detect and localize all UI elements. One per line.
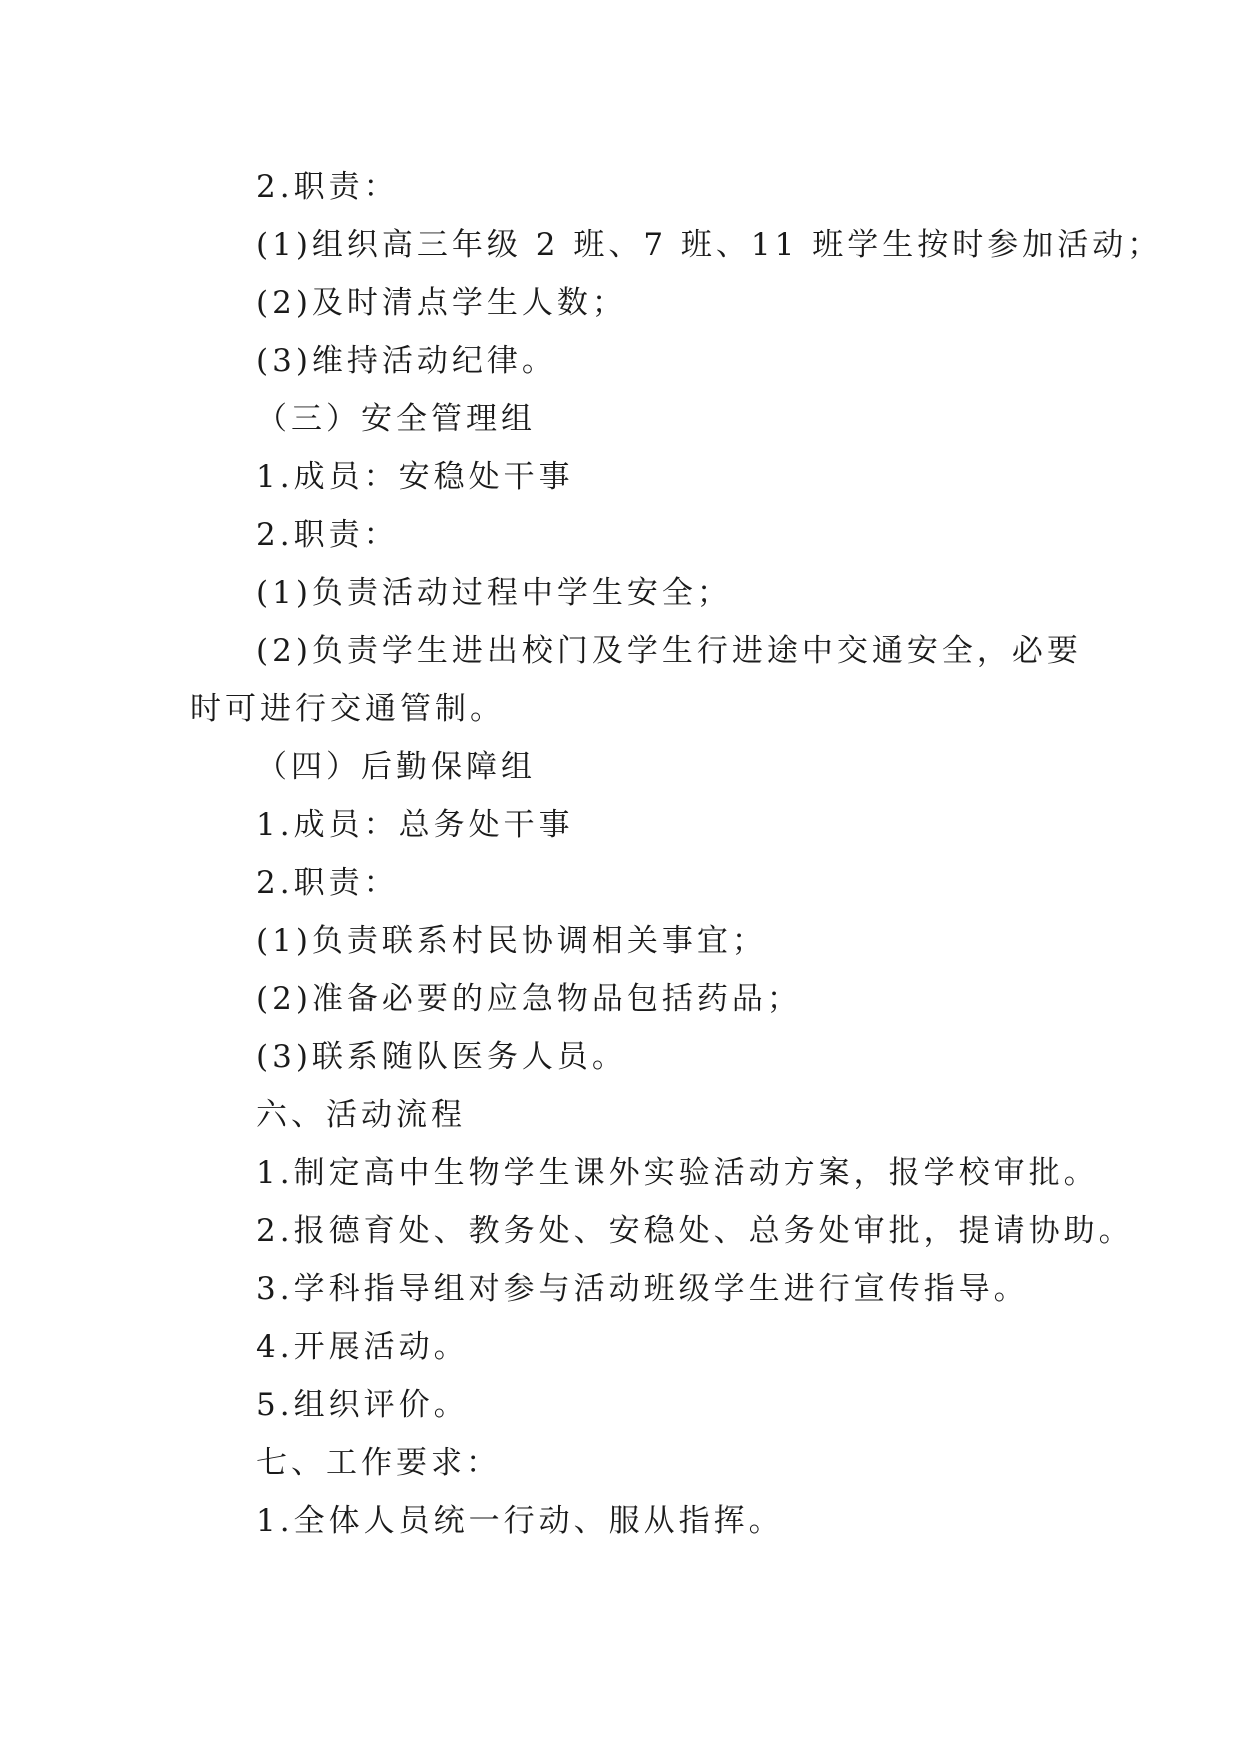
text-line: 2.职责： bbox=[256, 865, 399, 901]
text-line: (2)准备必要的应急物品包括药品； bbox=[256, 981, 802, 1017]
text-line: (3)维持活动纪律。 bbox=[256, 343, 557, 379]
text-line: (3)联系随队医务人员。 bbox=[256, 1039, 627, 1075]
text-line: 1.成员：总务处干事 bbox=[256, 807, 574, 843]
section-heading: （四）后勤保障组 bbox=[256, 749, 536, 785]
text-line: (2)负责学生进出校门及学生行进途中交通安全，必要 bbox=[256, 633, 1082, 669]
text-line: 1.全体人员统一行动、服从指挥。 bbox=[256, 1503, 784, 1539]
text-line: 1.制定高中生物学生课外实验活动方案，报学校审批。 bbox=[256, 1155, 1099, 1191]
text-line: (1)组织高三年级 2 班、7 班、11 班学生按时参加活动； bbox=[256, 227, 1163, 263]
text-line: 时可进行交通管制。 bbox=[190, 691, 505, 727]
text-line: 4.开展活动。 bbox=[256, 1329, 469, 1365]
text-line: 3.学科指导组对参与活动班级学生进行宣传指导。 bbox=[256, 1271, 1029, 1307]
section-heading: 六、活动流程 bbox=[256, 1097, 466, 1133]
text-line: (1)负责活动过程中学生安全； bbox=[256, 575, 732, 611]
text-line: 2.职责： bbox=[256, 169, 399, 205]
text-line: 5.组织评价。 bbox=[256, 1387, 469, 1423]
text-line: 1.成员：安稳处干事 bbox=[256, 459, 574, 495]
text-line: 2.职责： bbox=[256, 517, 399, 553]
text-line: (1)负责联系村民协调相关事宜； bbox=[256, 923, 767, 959]
text-line: (2)及时清点学生人数； bbox=[256, 285, 627, 321]
section-heading: 七、工作要求： bbox=[256, 1445, 501, 1481]
section-heading: （三）安全管理组 bbox=[256, 401, 536, 437]
text-line: 2.报德育处、教务处、安稳处、总务处审批，提请协助。 bbox=[256, 1213, 1134, 1249]
